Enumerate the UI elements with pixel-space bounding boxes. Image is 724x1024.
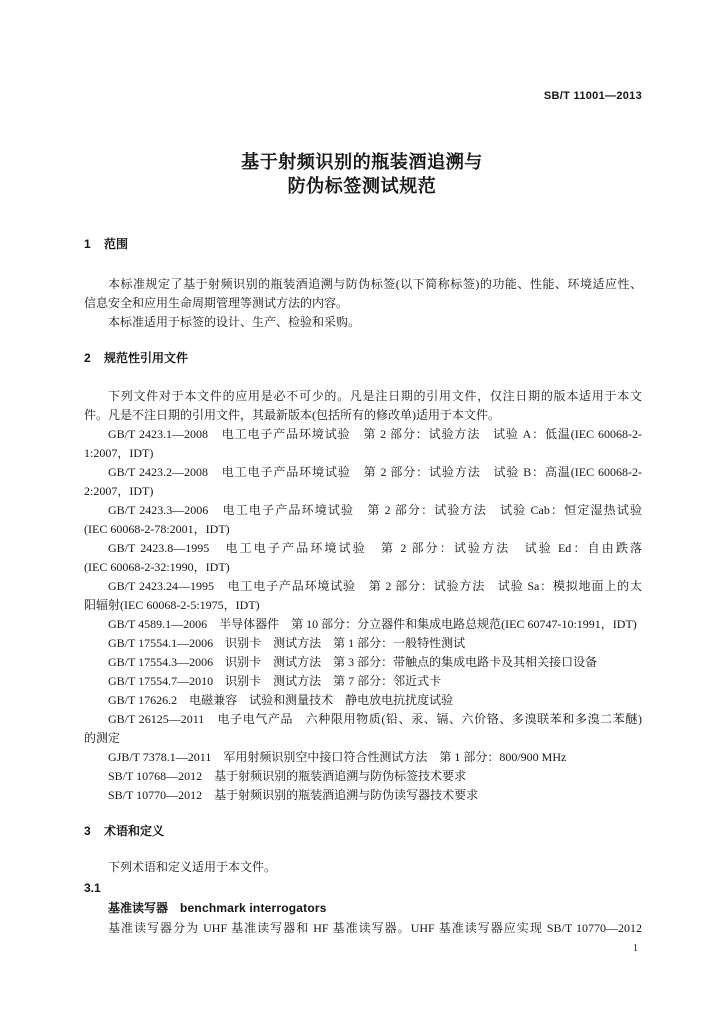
- reference-line: GB/T 17554.7—2010 识别卡 测试方法 第 7 部分：邻近式卡: [108, 674, 442, 688]
- reference-line: GB/T 2423.1—2008 电工电子产品环境试验 第 2 部分：试验方法 试验 A：低温(IEC 60068-2-: [108, 427, 642, 441]
- reference-item: [84, 539, 642, 577]
- reference-item: [84, 501, 642, 539]
- section-title: 规范性引用文件: [104, 351, 189, 365]
- reference-line: GB/T 17554.1—2006 识别卡 测试方法 第 1 部分：一般特性测试: [108, 636, 466, 650]
- reference-item: [84, 653, 642, 672]
- paragraph-line: 件。凡是不注日期的引用文件，其最新版本(包括所有的修改单)适用于本文件。: [84, 408, 500, 422]
- paragraph-line: 信息安全和应用生命周期管理等测试方法的内容。: [84, 296, 349, 310]
- reference-item: [84, 748, 642, 767]
- reference-item: [84, 425, 642, 463]
- reference-item: [84, 691, 642, 710]
- paragraph-line: 下列术语和定义适用于本文件。: [108, 860, 277, 874]
- reference-line: SB/T 10770—2012 基于射频识别的瓶装酒追溯与防伪读写器技术要求: [108, 788, 479, 802]
- section-title: 术语和定义: [104, 824, 165, 838]
- reference-item: [84, 463, 642, 501]
- paragraph-line: 下列文件对于本文件的应用是必不可少的。凡是注日期的引用文件，仅注日期的版本适用于本文: [108, 389, 642, 403]
- reference-line: (IEC 60068-2-78:2001，IDT): [84, 522, 230, 536]
- reference-item: [84, 577, 642, 615]
- document-title: [0, 150, 724, 198]
- reference-line: GB/T 17626.2 电磁兼容 试验和测量技术 静电放电抗扰度试验: [108, 693, 454, 707]
- term-entry: [84, 899, 642, 918]
- term-definition-line: 基准读写器分为 UHF 基准读写器和 HF 基准读写器。UHF 基准读写器应实现 SB/T 10770—2012: [108, 921, 642, 935]
- paragraph-line: 本标准规定了基于射频识别的瓶装酒追溯与防伪标签(以下简称标签)的功能、性能、环境适应性、: [108, 277, 642, 291]
- reference-line: 2:2007，IDT): [84, 484, 154, 498]
- section-number: 2: [84, 351, 91, 365]
- section-title: 范围: [104, 237, 129, 251]
- reference-item: [84, 767, 642, 786]
- section-1-heading: [84, 235, 642, 254]
- term-chinese: 基准读写器: [108, 901, 169, 915]
- section-number: 3: [84, 824, 91, 838]
- term-english: benchmark interrogators: [180, 901, 327, 915]
- section-3-heading: [84, 822, 642, 841]
- section-number: 1: [84, 237, 91, 251]
- section-2-heading: [84, 349, 642, 368]
- reference-line: GB/T 17554.3—2006 识别卡 测试方法 第 3 部分：带触点的集成电路卡及其相关接口设备: [108, 655, 598, 669]
- reference-line: GB/T 2423.3—2006 电工电子产品环境试验 第 2 部分：试验方法 试验 Cab：恒定湿热试验: [108, 503, 642, 517]
- header-document-number: SB/T 11001—2013: [543, 90, 642, 102]
- document-body: [84, 235, 642, 938]
- reference-line: 1:2007，IDT): [84, 446, 154, 460]
- reference-item: [84, 710, 642, 748]
- title-line-2: 防伪标签测试规范: [287, 176, 437, 196]
- reference-line: (IEC 60068-2-32:1990，IDT): [84, 560, 230, 574]
- reference-line: GB/T 2423.8—1995 电工电子产品环境试验 第 2 部分：试验方法 试验 Ed：自由跌落: [108, 541, 642, 555]
- reference-line: 的测定: [84, 731, 121, 745]
- reference-item: [84, 615, 642, 634]
- reference-line: GJB/T 7378.1—2011 军用射频识别空中接口符合性测试方法 第 1 部分：800/900 MHz: [108, 750, 567, 764]
- reference-line: SB/T 10768—2012 基于射频识别的瓶装酒追溯与防伪标签技术要求: [108, 769, 467, 783]
- term-number: 3.1: [84, 881, 101, 895]
- reference-list: [84, 425, 642, 805]
- reference-item: [84, 634, 642, 653]
- reference-line: GB/T 4589.1—2006 半导体器件 第 10 部分：分立器件和集成电路总规范(IEC 60747-10:1991，IDT): [108, 617, 637, 631]
- reference-item: [84, 672, 642, 691]
- reference-item: [84, 786, 642, 805]
- reference-line: GB/T 26125—2011 电子电气产品 六种限用物质(铅、汞、镉、六价铬、多溴联苯和多溴二苯醚): [108, 712, 642, 726]
- title-line-1: 基于射频识别的瓶装酒追溯与: [241, 152, 483, 172]
- reference-line: 阳辐射(IEC 60068-2-5:1975，IDT): [84, 598, 260, 612]
- paragraph-line: 本标准适用于标签的设计、生产、检验和采购。: [108, 315, 361, 329]
- reference-line: GB/T 2423.2—2008 电工电子产品环境试验 第 2 部分：试验方法 试验 B：高温(IEC 60068-2-: [108, 465, 642, 479]
- reference-line: GB/T 2423.24—1995 电工电子产品环境试验 第 2 部分：试验方法 试验 Sa：模拟地面上的太: [108, 579, 642, 593]
- page-number: 1: [633, 943, 638, 954]
